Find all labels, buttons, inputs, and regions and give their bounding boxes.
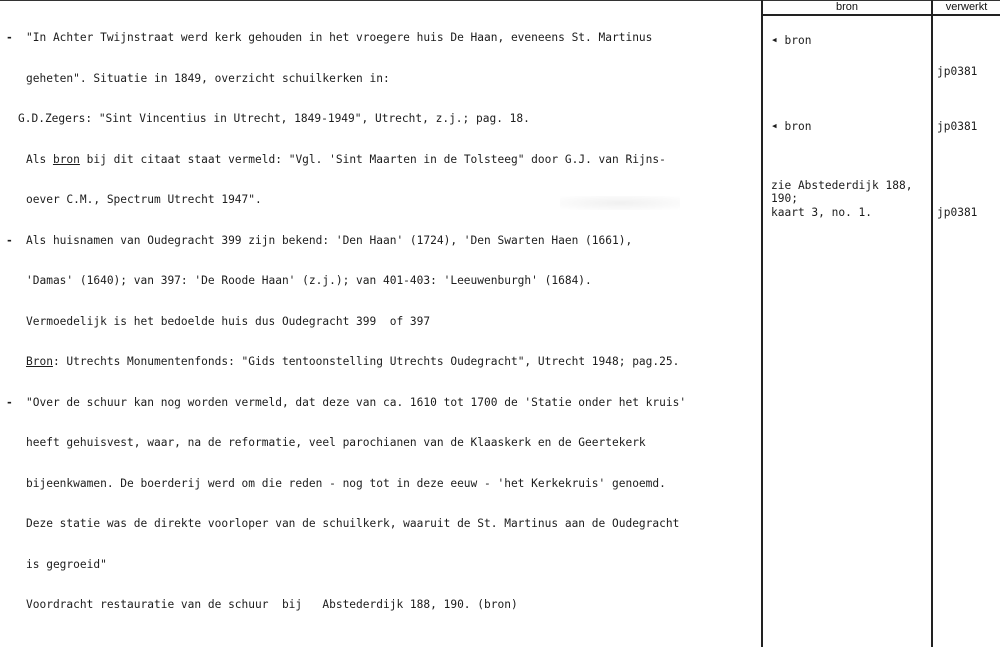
text-line: geheten". Situatie in 1849, overzicht schuilkerken in: [26,71,390,85]
bron-header: bron [835,1,859,13]
header-rule [761,14,1000,16]
text-line: G.D.Zegers: "Sint Vincentius in Utrecht, 1849-1949", Utrecht, z.j.; pag. 18. [18,112,530,125]
text-line: Vermoedelijk is het bedoelde huis dus Oudegracht 399 of 397 [26,314,431,328]
text-line: is gegroeid" [26,557,107,571]
left-arrow-icon: ◂ [771,33,778,46]
text-line: - "In Achter Twijnstraat werd kerk gehouden in het vroegere huis De Haan, eveneens St. Martinus [6,31,653,44]
text-line: Bron: Utrechts Monumentenfonds: "Gids tentoonstelling Utrechts Oudegracht", Utrecht 1948; pag.25. [26,355,680,368]
verwerkt-header: verwerkt [945,1,988,13]
verwerkt-entry: jp0381 [937,120,978,133]
underlined-word: bron [52,152,80,166]
text-line: 'Damas' (1640); van 397: 'De Roode Haan' (z.j.); van 401-403: 'Leeuwenburgh' (1684). [26,274,592,287]
verwerkt-entry: jp0381 [937,206,978,219]
text-line: oever C.M., Spectrum Utrecht 1947". [26,193,262,206]
bron-column-rule [761,0,763,647]
text-line: - Als huisnamen van Oudegracht 399 zijn bekend: 'Den Haan' (1724), 'Den Swarten Haen (1661), [6,233,633,247]
verwerkt-column-rule [931,0,933,647]
main-text-column [0,4,758,639]
text-line: Deze statie was de direkte voorloper van de schuilkerk, waaruit de St. Martinus aan de Oudegracht [26,517,680,530]
paper-smudge [560,196,680,210]
bron-entry: ◂ bron [771,33,812,47]
bullet-dash: - [6,31,13,44]
text-line: bijeenkwamen. De boerderij werd om die reden - nog tot in deze eeuw - 'het Kerkekruis' genoemd. [26,476,666,490]
bron-entry: kaart 3, no. 1. [771,206,873,219]
text-line: - "Over de schuur kan nog worden vermeld, dat deze van ca. 1610 tot 1700 de 'Statie onder het kruis' [6,395,687,409]
bron-entry: 190; [771,192,798,205]
underlined-word: Bron [26,355,53,368]
bullet-dash: - [6,233,13,247]
text-line: Als bron bij dit citaat staat vermeld: "Vgl. 'Sint Maarten in de Tolsteeg" door G.J. van Rijns- [26,152,666,166]
verwerkt-entry: jp0381 [937,65,978,78]
bron-entry: ◂ bron [771,119,812,133]
bron-entry: zie Abstederdijk 188, [771,179,913,192]
text-line: Voordracht restauratie van de schuur bij Abstederdijk 188, 190. (bron) [26,598,518,611]
bullet-dash: - [6,395,13,409]
left-arrow-icon: ◂ [771,119,778,132]
text-line: heeft gehuisvest, waar, na de reformatie, veel parochianen van de Klaaskerk en de Geertekerk [26,436,646,449]
